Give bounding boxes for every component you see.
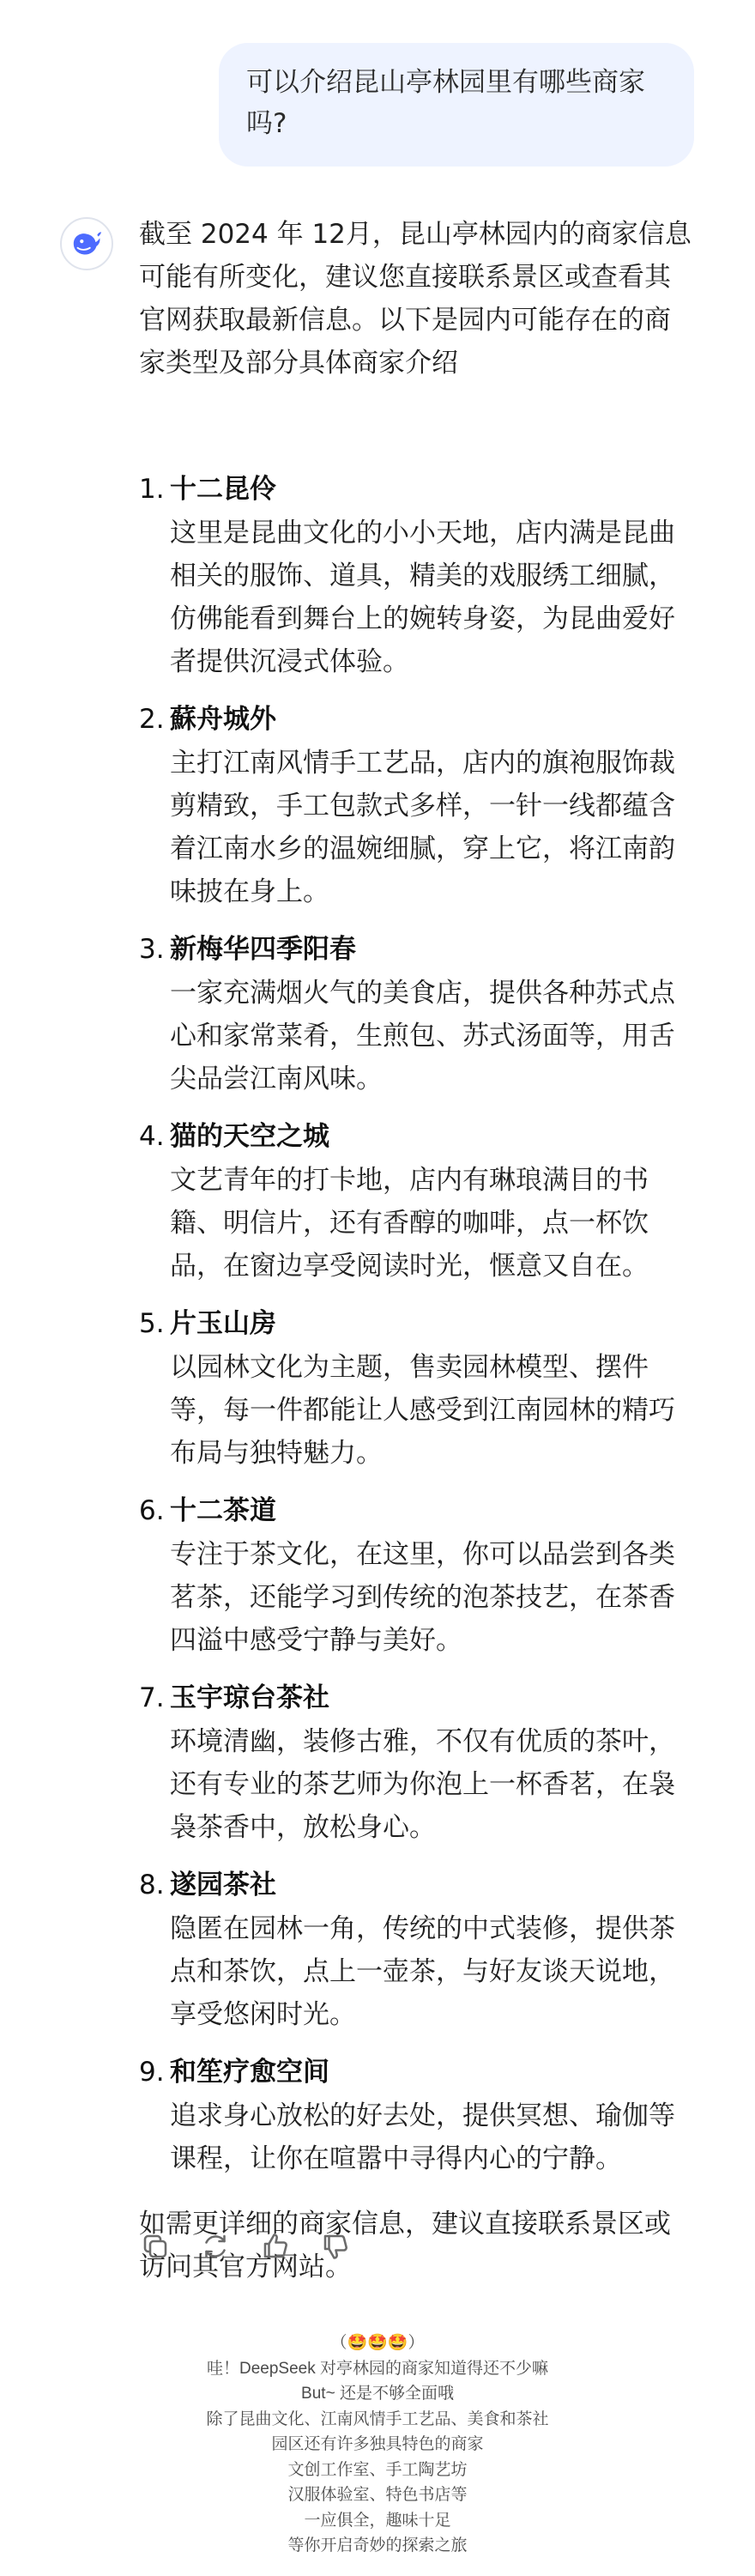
answer-intro: 截至 2024 年 12月，昆山亭林园内的商家信息可能有所变化，建议您直接联系景区或查看其官网获取最新信息。以下是园内可能存在的商家类型及部分具体商家介绍 [139,219,692,379]
user-message-bubble [219,43,694,167]
list-number: 7. [139,1682,165,1713]
list-number: 3. [139,934,165,965]
caption-line: 文创工作室、手工陶艺坊 [287,2460,468,2479]
merchant-name: 和笙疗愈空间 [170,2057,329,2088]
regenerate-button[interactable] [197,2228,233,2264]
list-number: 6. [139,1495,165,1526]
list-item [139,927,697,1100]
list-item [139,1488,697,1662]
user-message-text: 可以介绍昆山亭林园里有哪些商家吗? [246,67,645,139]
thumbs-down-icon [320,2231,351,2262]
caption-line: But~ 还是不够全面哦 [301,2385,454,2403]
caption-line: （🤩🤩🤩） [330,2334,425,2352]
merchant-description: 一家充满烟火气的美食店，提供各种苏式点心和家常菜肴，生煎包、苏式汤面等，用舌尖品尝江南风味。 [170,978,675,1094]
list-item [139,1676,697,1849]
merchant-name: 玉宇琼台茶社 [170,1682,329,1713]
merchant-description: 主打江南风情手工艺品，店内的旗袍服饰裁剪精致，手工包款式多样，一针一线都蕴含着江南水乡的温婉细腻，穿上它，将江南韵味披在身上。 [170,748,675,907]
merchant-description: 这里是昆曲文化的小小天地，店内满是昆曲相关的服饰、道具，精美的戏服绣工细腻，仿佛能看到舞台上的婉转身姿，为昆曲爱好者提供沉浸式体验。 [170,518,675,677]
list-item [139,467,697,683]
merchant-description: 环境清幽，装修古雅，不仅有优质的茶叶，还有专业的茶艺师为你泡上一杯香茗，在袅袅茶香中，放松身心。 [170,1726,675,1843]
caption-line: 一应俱全，趣味十足 [304,2511,451,2530]
merchant-name: 十二昆伶 [170,474,276,505]
merchant-description: 以园林文化为主题，售卖园林模型、摆件等，每一件都能让人感受到江南园林的精巧布局与独特魅力。 [170,1352,675,1469]
list-number: 8. [139,1870,165,1900]
merchant-name: 猫的天空之城 [170,1121,329,1152]
like-button[interactable] [257,2228,293,2264]
caption-line: 园区还有许多独具特色的商家 [271,2435,484,2453]
merchant-name: 新梅华四季阳春 [170,934,356,965]
list-item [139,697,697,913]
answer-closing: 如需更详细的商家信息，建议直接联系景区或访问其官方网站。 [139,2209,671,2282]
list-item [139,1863,697,2036]
merchant-description: 隐匿在园林一角，传统的中式装修，提供茶点和茶饮，点上一壶茶，与好友谈天说地，享受悠闲时光。 [170,1913,675,2030]
list-number: 9. [139,2057,165,2088]
merchant-description: 文艺青年的打卡地，店内有琳琅满目的书籍、明信片，还有香醇的咖啡，点一杯饮品，在窗边享受阅读时光，惬意又自在。 [170,1165,649,1282]
deepseek-avatar [60,217,113,270]
merchant-name: 遂园茶社 [170,1870,276,1900]
list-item [139,1114,697,1288]
list-number: 1. [139,474,165,505]
list-item [139,1301,697,1475]
post-caption [0,2331,755,2559]
caption-line: 除了昆曲文化、江南风情手工艺品、美食和茶社 [206,2409,549,2428]
thumbs-up-icon [260,2231,291,2262]
list-number: 5. [139,1308,165,1339]
merchant-name: 十二茶道 [170,1495,276,1526]
merchant-list [139,467,697,2180]
message-actions [137,2228,353,2264]
merchant-description: 追求身心放松的好去处，提供冥想、瑜伽等课程，让你在喧嚣中寻得内心的宁静。 [170,2100,675,2174]
dislike-button[interactable] [317,2228,353,2264]
merchant-description: 专注于茶文化，在这里，你可以品尝到各类茗茶，还能学习到传统的泡茶技艺，在茶香四溢中感受宁静与美好。 [170,1539,675,1656]
caption-line: 等你开启奇妙的探索之旅 [287,2537,468,2555]
list-item [139,2050,697,2180]
caption-line: 哇！DeepSeek 对亭林园的商家知道得还不少嘛 [206,2359,548,2378]
assistant-message [139,213,697,2288]
deepseek-whale-icon [70,227,103,260]
refresh-icon [200,2231,231,2262]
caption-line: 汉服体验室、特色书店等 [287,2486,468,2504]
copy-icon [140,2231,171,2262]
merchant-name: 蘇舟城外 [170,704,276,735]
list-number: 4. [139,1121,165,1152]
copy-button[interactable] [137,2228,173,2264]
list-number: 2. [139,704,165,735]
merchant-name: 片玉山房 [170,1308,276,1339]
